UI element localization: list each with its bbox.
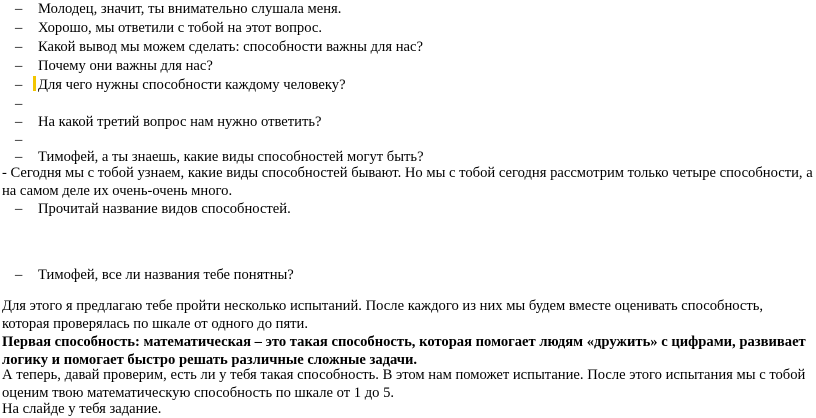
dash-bullet: – <box>15 77 23 93</box>
dialog-line-text: Тимофей, все ли названия тебе понятны? <box>38 267 294 283</box>
dialog-line-text: Хорошо, мы ответили с тобой на этот вопрос. <box>38 20 323 36</box>
dialog-line-text: Почему они важны для нас? <box>38 58 213 74</box>
dash-bullet: – <box>15 267 23 283</box>
dash-bullet: – <box>15 201 23 217</box>
paragraph-math-definition: Первая способность: математическая – это такая способность, которая помогает людям «дружить» с цифрами, развивает логику и помогает быстро решать различные сложные задачи. <box>2 334 806 368</box>
dialog-line-text: Тимофей, а ты знаешь, какие виды способностей могут быть? <box>38 149 424 165</box>
dash-bullet: – <box>15 96 23 112</box>
paragraph-slide: На слайде у тебя задание. <box>2 401 162 417</box>
paragraph-tests: Для этого я предлагаю тебе пройти несколько испытаний. После каждого из них мы будем вместе оценивать способность, которая проверялась по шкале от одного до пяти. <box>2 298 764 332</box>
dash-bullet: – <box>15 132 23 148</box>
dash-bullet: – <box>15 114 23 130</box>
dash-bullet: – <box>15 39 23 55</box>
dash-bullet: – <box>15 20 23 36</box>
dialog-line-text: На какой третий вопрос нам нужно ответить? <box>38 114 322 130</box>
dialog-line-text: Для чего нужны способности каждому человеку? <box>38 77 346 93</box>
dash-bullet: – <box>15 1 23 17</box>
dialog-line-text-with-cursor <box>38 76 346 94</box>
dash-bullet: – <box>15 58 23 74</box>
paragraph-intro: - Сегодня мы с тобой узнаем, какие виды способностей бывают. Но мы с тобой сегодня рассмотрим только четыре способности, а на самом деле их очень-очень много. <box>2 165 813 199</box>
dialog-line-text: Прочитай название видов способностей. <box>38 201 291 217</box>
dialog-line-text: Какой вывод мы можем сделать: способности важны для нас? <box>38 39 423 55</box>
dash-bullet: – <box>15 149 23 165</box>
dialog-line-text: Молодец, значит, ты внимательно слушала меня. <box>38 1 342 17</box>
paragraph-check: А теперь, давай проверим, есть ли у тебя такая способность. В этом нам поможет испытание. После этого испытания мы с тобой оценим твою математическую способность по шкале от 1 до 5. <box>2 367 806 401</box>
text-cursor-highlight <box>33 76 36 91</box>
